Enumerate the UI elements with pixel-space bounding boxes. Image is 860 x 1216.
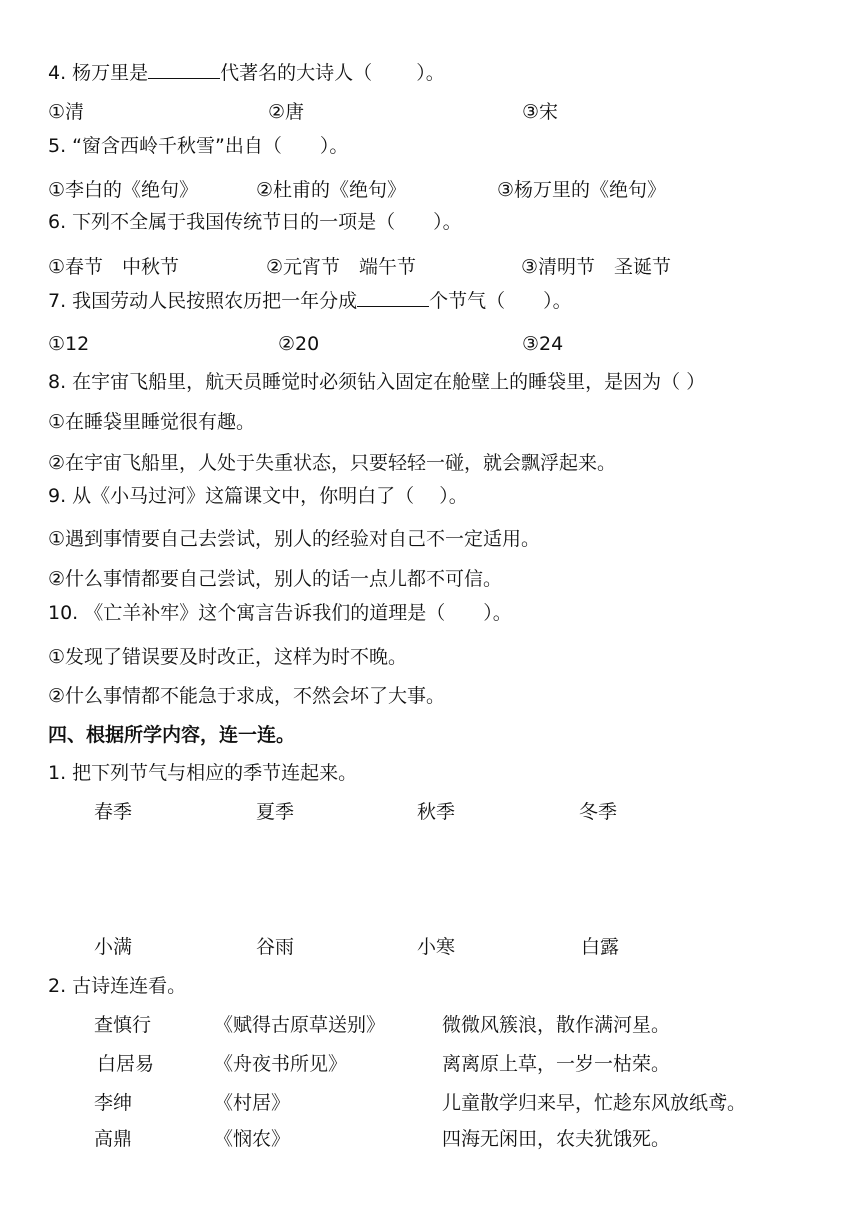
poet-3[interactable]: 李绅 [94, 1092, 133, 1114]
question-4 [48, 60, 445, 85]
season-summer[interactable]: 夏季 [256, 801, 295, 823]
solar-term-3[interactable]: 小寒 [417, 936, 456, 958]
poem-line-2[interactable]: 离离原上草，一岁一枯荣。 [442, 1053, 671, 1075]
q6-option-2[interactable]: ②元宵节 端午节 [266, 256, 417, 278]
question-4-text-start: 4. 杨万里是 [48, 62, 149, 84]
q4-option-1[interactable]: ①清 [48, 101, 85, 123]
poem-line-4[interactable]: 四海无闲田，农夫犹饿死。 [442, 1128, 671, 1150]
q10-option-1[interactable]: ①发现了错误要及时改正，这样为时不晚。 [48, 646, 408, 668]
answer-blank[interactable] [148, 60, 220, 79]
q9-option-2[interactable]: ②什么事情都要自己尝试，别人的话一点儿都不可信。 [48, 568, 503, 590]
question-5: 5. “窗含西岭千秋雪”出自（ ）。 [48, 135, 349, 157]
season-autumn[interactable]: 秋季 [417, 801, 456, 823]
answer-blank[interactable] [357, 288, 429, 307]
q10-option-2[interactable]: ②什么事情都不能急于求成，不然会坏了大事。 [48, 685, 446, 707]
q8-option-2[interactable]: ②在宇宙飞船里，人处于失重状态，只要轻轻一碰，就会飘浮起来。 [48, 452, 617, 474]
q8-option-1[interactable]: ①在睡袋里睡觉很有趣。 [48, 411, 256, 433]
q5-option-1[interactable]: ①李白的《绝句》 [48, 179, 199, 201]
q4-option-3[interactable]: ③宋 [522, 101, 559, 123]
q9-option-1[interactable]: ①遇到事情要自己去尝试，别人的经验对自己不一定适用。 [48, 528, 541, 550]
poem-line-3[interactable]: 儿童散学归来早，忙趁东风放纸鸢。 [442, 1092, 747, 1114]
question-6: 6. 下列不全属于我国传统节日的一项是（ ）。 [48, 211, 462, 233]
section4-question-1: 1. 把下列节气与相应的季节连起来。 [48, 762, 358, 784]
question-8: 8. 在宇宙飞船里，航天员睡觉时必须钻入固定在舱壁上的睡袋里，是因为（ ） [48, 371, 706, 393]
poet-2[interactable]: 白居易 [97, 1053, 155, 1075]
poet-4[interactable]: 高鼎 [94, 1128, 133, 1150]
q5-option-3[interactable]: ③杨万里的《绝句》 [497, 179, 667, 201]
q6-option-1[interactable]: ①春节 中秋节 [48, 256, 180, 278]
poem-title-1[interactable]: 《赋得古原草送别》 [214, 1014, 386, 1036]
q5-option-2[interactable]: ②杜甫的《绝句》 [256, 179, 407, 201]
question-7-text-end: 个节气（ ）。 [429, 290, 572, 312]
season-winter[interactable]: 冬季 [579, 801, 618, 823]
q7-option-2[interactable]: ②20 [278, 333, 320, 355]
question-7 [48, 288, 572, 313]
q4-option-2[interactable]: ②唐 [268, 101, 305, 123]
poem-line-1[interactable]: 微微风簇浪，散作满河星。 [442, 1014, 671, 1036]
q7-option-1[interactable]: ①12 [48, 333, 90, 355]
poet-1[interactable]: 查慎行 [94, 1014, 152, 1036]
poem-title-2[interactable]: 《舟夜书所见》 [214, 1053, 348, 1075]
solar-term-1[interactable]: 小满 [94, 936, 133, 958]
question-7-text-start: 7. 我国劳动人民按照农历把一年分成 [48, 290, 358, 312]
q7-option-3[interactable]: ③24 [522, 333, 564, 355]
section4-question-2: 2. 古诗连连看。 [48, 975, 187, 997]
q6-option-3[interactable]: ③清明节 圣诞节 [521, 256, 672, 278]
solar-term-2[interactable]: 谷雨 [256, 936, 295, 958]
season-spring[interactable]: 春季 [94, 801, 133, 823]
solar-term-4[interactable]: 白露 [581, 936, 620, 958]
question-4-text-end: 代著名的大诗人（ ）。 [220, 62, 445, 84]
poem-title-3[interactable]: 《村居》 [214, 1092, 291, 1114]
poem-title-4[interactable]: 《悯农》 [214, 1128, 291, 1150]
section-heading: 四、根据所学内容，连一连。 [48, 724, 296, 746]
question-10: 10. 《亡羊补牢》这个寓言告诉我们的道理是（ ）。 [48, 602, 512, 624]
question-9: 9. 从《小马过河》这篇课文中，你明白了（ ）。 [48, 485, 468, 507]
